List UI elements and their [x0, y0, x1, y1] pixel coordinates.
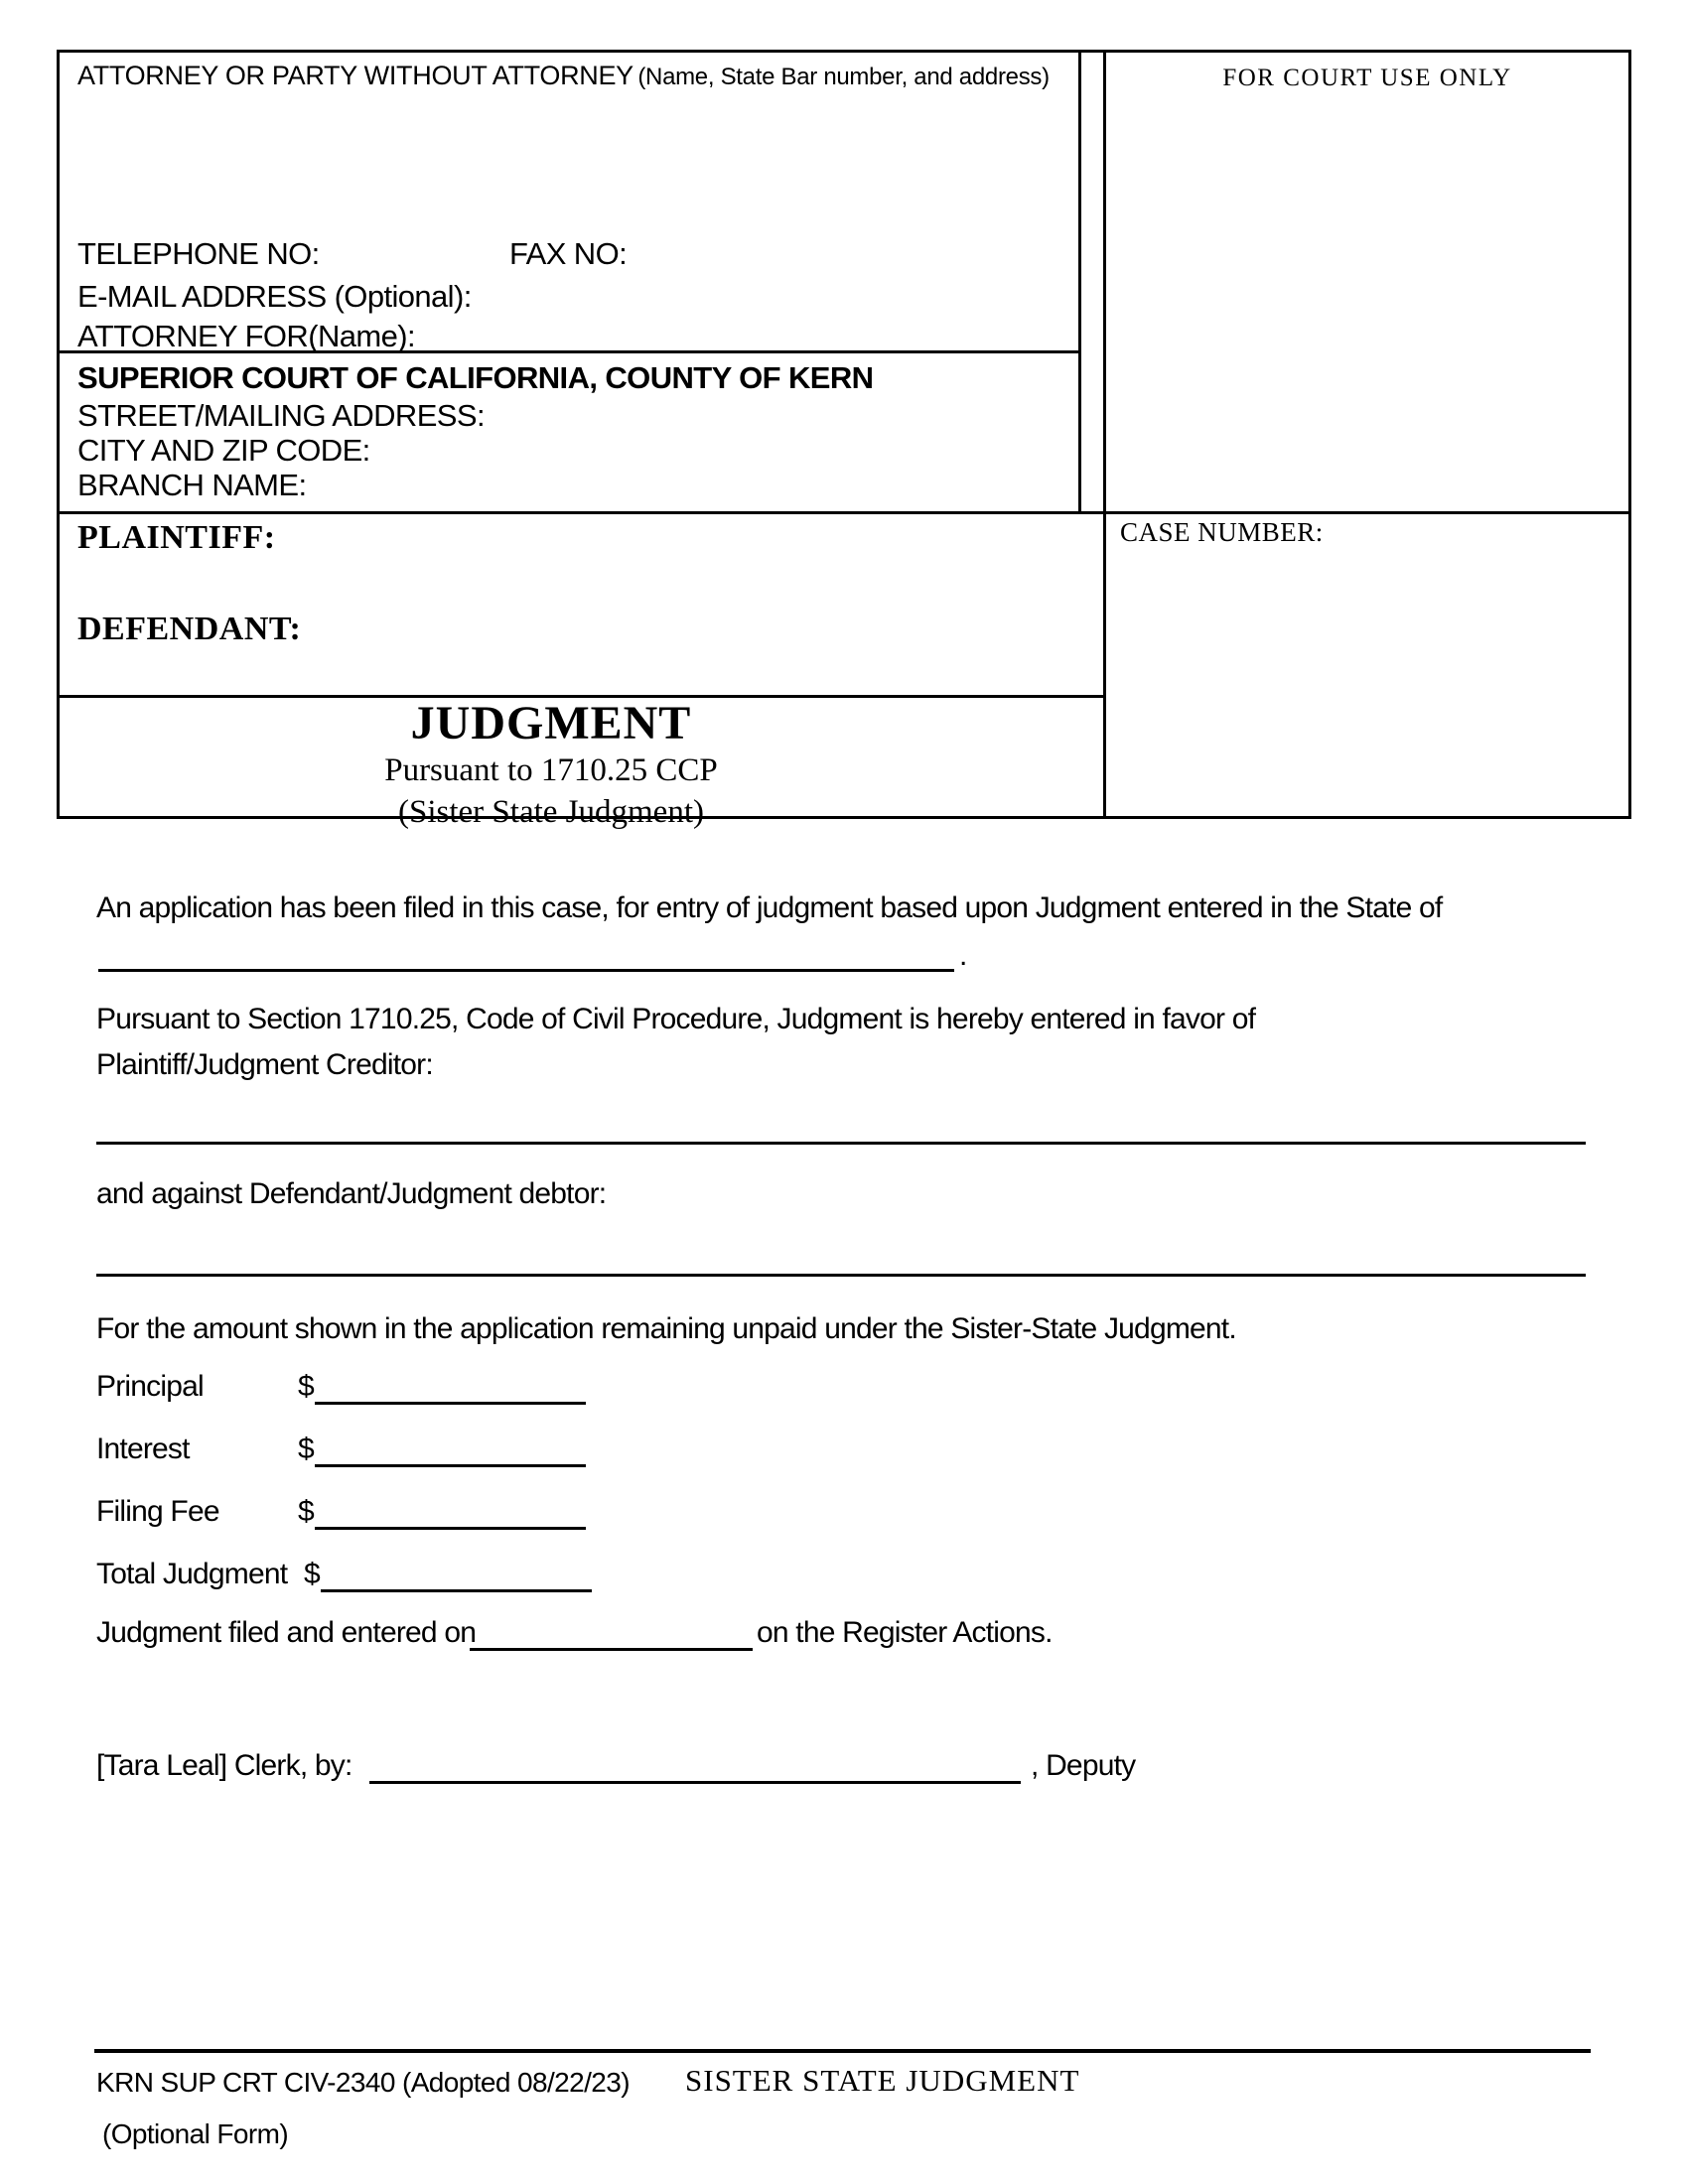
filed-text: Judgment filed and entered on — [96, 1616, 477, 1649]
street-address-label: STREET/MAILING ADDRESS: — [77, 398, 485, 433]
amount-blank-line-interest — [315, 1464, 586, 1467]
clerk-text: [Tara Leal] Clerk, by: — [96, 1749, 352, 1782]
amount-label-interest: Interest — [96, 1433, 190, 1465]
for-court-use-label: FOR COURT USE ONLY — [1222, 65, 1512, 91]
amount-intro: For the amount shown in the application remaining unpaid under the Sister-State Judgment. — [96, 1312, 1236, 1345]
amount-blank-line-principal — [315, 1402, 586, 1405]
optional-form-label: (Optional Form) — [102, 2118, 289, 2149]
against-paragraph: and against Defendant/Judgment debtor: — [96, 1177, 607, 1210]
judgment-title-block — [60, 698, 1043, 833]
branch-name-label: BRANCH NAME: — [77, 468, 307, 502]
dollar-sign: $ — [298, 1495, 314, 1528]
favor-paragraph-line1: Pursuant to Section 1710.25, Code of Civil Procedure, Judgment is hereby entered in favor of — [96, 1003, 1256, 1035]
judgment-subtitle-ccp: Pursuant to 1710.25 CCP — [384, 752, 718, 788]
footer-divider — [94, 2049, 1591, 2053]
court-name: SUPERIOR COURT OF CALIFORNIA, COUNTY OF KERN — [77, 360, 874, 395]
telephone-label: TELEPHONE NO: — [77, 236, 320, 271]
amount-label-total-judgment: Total Judgment — [96, 1558, 288, 1590]
attorney-label: ATTORNEY OR PARTY WITHOUT ATTORNEY — [77, 61, 633, 90]
footer-title: SISTER STATE JUDGMENT — [685, 2063, 1080, 2098]
case-number-label: CASE NUMBER: — [1120, 517, 1324, 547]
judgment-title: JUDGMENT — [410, 697, 692, 750]
form-number: KRN SUP CRT CIV-2340 (Adopted 08/22/23) — [96, 2067, 630, 2098]
amount-label-principal: Principal — [96, 1370, 204, 1403]
email-label: E-MAIL ADDRESS (Optional): — [77, 279, 472, 314]
dollar-sign: $ — [298, 1433, 314, 1465]
right-column-divider-line — [1103, 53, 1106, 816]
attorney-for-label: ATTORNEY FOR(Name): — [77, 319, 415, 353]
attorney-box-right-border — [1078, 53, 1081, 511]
defendant-label: DEFENDANT: — [77, 611, 302, 647]
intro-paragraph: An application has been filed in this case, for entry of judgment based upon Judgment entered in the State of — [96, 891, 1443, 924]
debtor-blank-line — [96, 1274, 1586, 1277]
clerk-signature-blank-line — [369, 1781, 1021, 1784]
register-text: on the Register Actions. — [757, 1616, 1053, 1649]
judgment-subtitle-sister: (Sister State Judgment) — [398, 794, 704, 830]
city-zip-label: CITY AND ZIP CODE: — [77, 433, 370, 468]
creditor-blank-line — [96, 1142, 1586, 1145]
state-blank-line — [98, 969, 954, 972]
amount-blank-line-filing-fee — [315, 1527, 586, 1530]
intro-period: . — [959, 939, 967, 972]
deputy-text: , Deputy — [1031, 1749, 1136, 1782]
amount-label-filing-fee: Filing Fee — [96, 1495, 219, 1528]
filed-date-blank-line — [470, 1648, 753, 1651]
dollar-sign: $ — [304, 1558, 320, 1590]
attorney-sublabel: (Name, State Bar number, and address) — [637, 64, 1050, 90]
fax-label: FAX NO: — [509, 236, 628, 271]
court-box-bottom-line — [60, 511, 1628, 514]
attorney-box-heading — [77, 61, 1050, 91]
favor-paragraph-line2: Plaintiff/Judgment Creditor: — [96, 1048, 433, 1081]
amount-blank-line-total — [321, 1589, 592, 1592]
header-table — [57, 50, 1631, 830]
plaintiff-label: PLAINTIFF: — [77, 519, 276, 556]
dollar-sign: $ — [298, 1370, 314, 1403]
